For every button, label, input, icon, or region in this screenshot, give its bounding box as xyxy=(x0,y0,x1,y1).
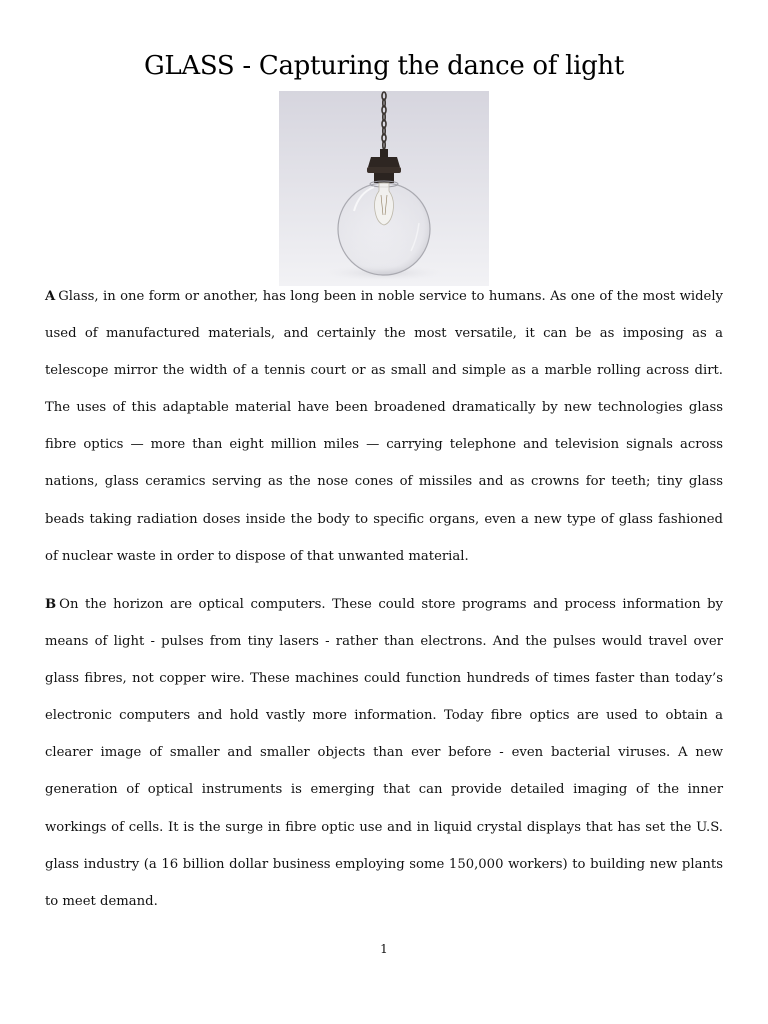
paragraph-letter: B xyxy=(45,597,57,612)
paragraph-a xyxy=(45,278,723,575)
chain xyxy=(382,92,386,149)
page-number: 1 xyxy=(380,942,388,956)
paragraph-text: Glass, in one form or another, has long been in noble service to humans. As one of the most widely used of manufactured materials, and certainly the most versatile, it can be as imposing as a telescope mirror the width of a tennis court or as small and simple as a marble rolling across dirt. The uses of this adaptable material have been broadened dramatically by new technologies glass fibre optics — more than eight million miles — carrying telephone and television signals across nations, glass ceramics serving as the nose cones of missiles and as crowns for teeth; tiny glass beads taking radiation doses inside the body to specific organs, even a new type of glass fashioned of nuclear waste in order to dispose of that unwanted material. xyxy=(45,289,723,564)
paragraph-b xyxy=(45,586,723,920)
paragraph-text: On the horizon are optical computers. These could store programs and process information by means of light - pulses from tiny lasers - rather than electrons. And the pulses would travel over glass fibres, not copper wire. These machines could function hundreds of times faster than today’s electronic computers and hold vastly more information. Today fibre optics are used to obtain a clearer image of smaller and smaller objects than ever before - even bacterial viruses. A new generation of optical instruments is emerging that can provide detailed imaging of the inner workings of cells. It is the surge in fibre optic use and in liquid crystal displays that has set the U.S. glass industry (a 16 billion dollar business employing some 150,000 workers) to building new plants to meet demand. xyxy=(45,597,723,909)
page-title: GLASS - Capturing the dance of light xyxy=(143,51,625,81)
paragraph-letter: A xyxy=(45,289,56,304)
pendant-lamp-image xyxy=(279,91,489,286)
